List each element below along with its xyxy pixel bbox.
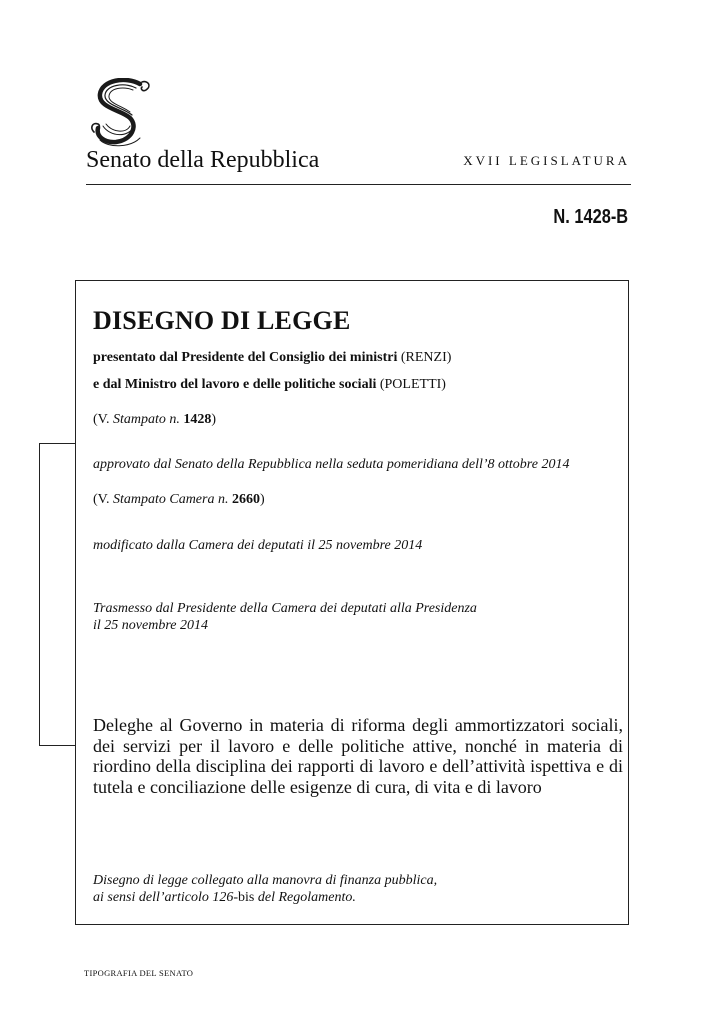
note-suffix: del Regolamento.: [254, 890, 356, 905]
ref1-open: (V.: [93, 412, 110, 427]
ref1-label: Stampato n.: [112, 412, 180, 427]
ref2-open: (V.: [93, 492, 110, 507]
note-prefix: ai sensi dell’articolo 126-: [93, 890, 239, 905]
presenter-name: (RENZI): [400, 350, 452, 365]
legislature-label: XVII LEGISLATURA: [463, 153, 630, 168]
stampato-camera-reference: [93, 491, 265, 509]
document-number: N. 1428-B: [553, 206, 628, 228]
note-bis: bis: [238, 890, 255, 905]
senate-logo: [86, 78, 162, 150]
document-title: DISEGNO DI LEGGE: [93, 306, 351, 335]
ref2-number: 2660: [231, 492, 260, 507]
stampato-reference: [93, 411, 216, 429]
transmitted-line-2: il 25 novembre 2014: [93, 618, 208, 633]
printer-footer: TIPOGRAFIA DEL SENATO: [84, 968, 194, 978]
note-line-1: Disegno di legge collegato alla manovra di finanza pubblica,: [93, 873, 438, 888]
side-bracket: [39, 443, 75, 746]
minister-role: e dal Ministro del lavoro e delle politiche sociali: [93, 377, 377, 392]
ref1-close: ): [211, 412, 217, 427]
presented-by-line-1: [93, 349, 451, 367]
modified-line: modificato dalla Camera dei deputati il 25 novembre 2014: [93, 538, 423, 553]
transmitted-line-1: Trasmesso dal Presidente della Camera dei deputati alla Presidenza: [93, 601, 477, 616]
note-line-2: [93, 889, 356, 907]
ref2-label: Stampato Camera n.: [112, 492, 229, 507]
minister-name: (POLETTI): [379, 377, 446, 392]
bill-subject: Deleghe al Governo in materia di riforma degli ammortizzatori sociali, dei servizi per il lavoro e delle politiche attive, nonché in materia di riordino della disciplina dei rapporti di lavoro e dell’attività ispettiva e di tutela e conciliazione delle esigenze di cura, di vita e di lavoro: [93, 715, 623, 797]
ref1-number: 1428: [183, 412, 212, 427]
ref2-close: ): [259, 492, 265, 507]
approved-line: approvato dal Senato della Repubblica nella seduta pomeridiana dell’8 ottobre 2014: [93, 457, 570, 472]
senate-name: Senato della Repubblica: [86, 147, 320, 173]
header-divider: [86, 184, 631, 185]
presenter-role: presentato dal Presidente del Consiglio dei ministri: [93, 350, 398, 365]
presented-by-line-2: [93, 376, 446, 394]
